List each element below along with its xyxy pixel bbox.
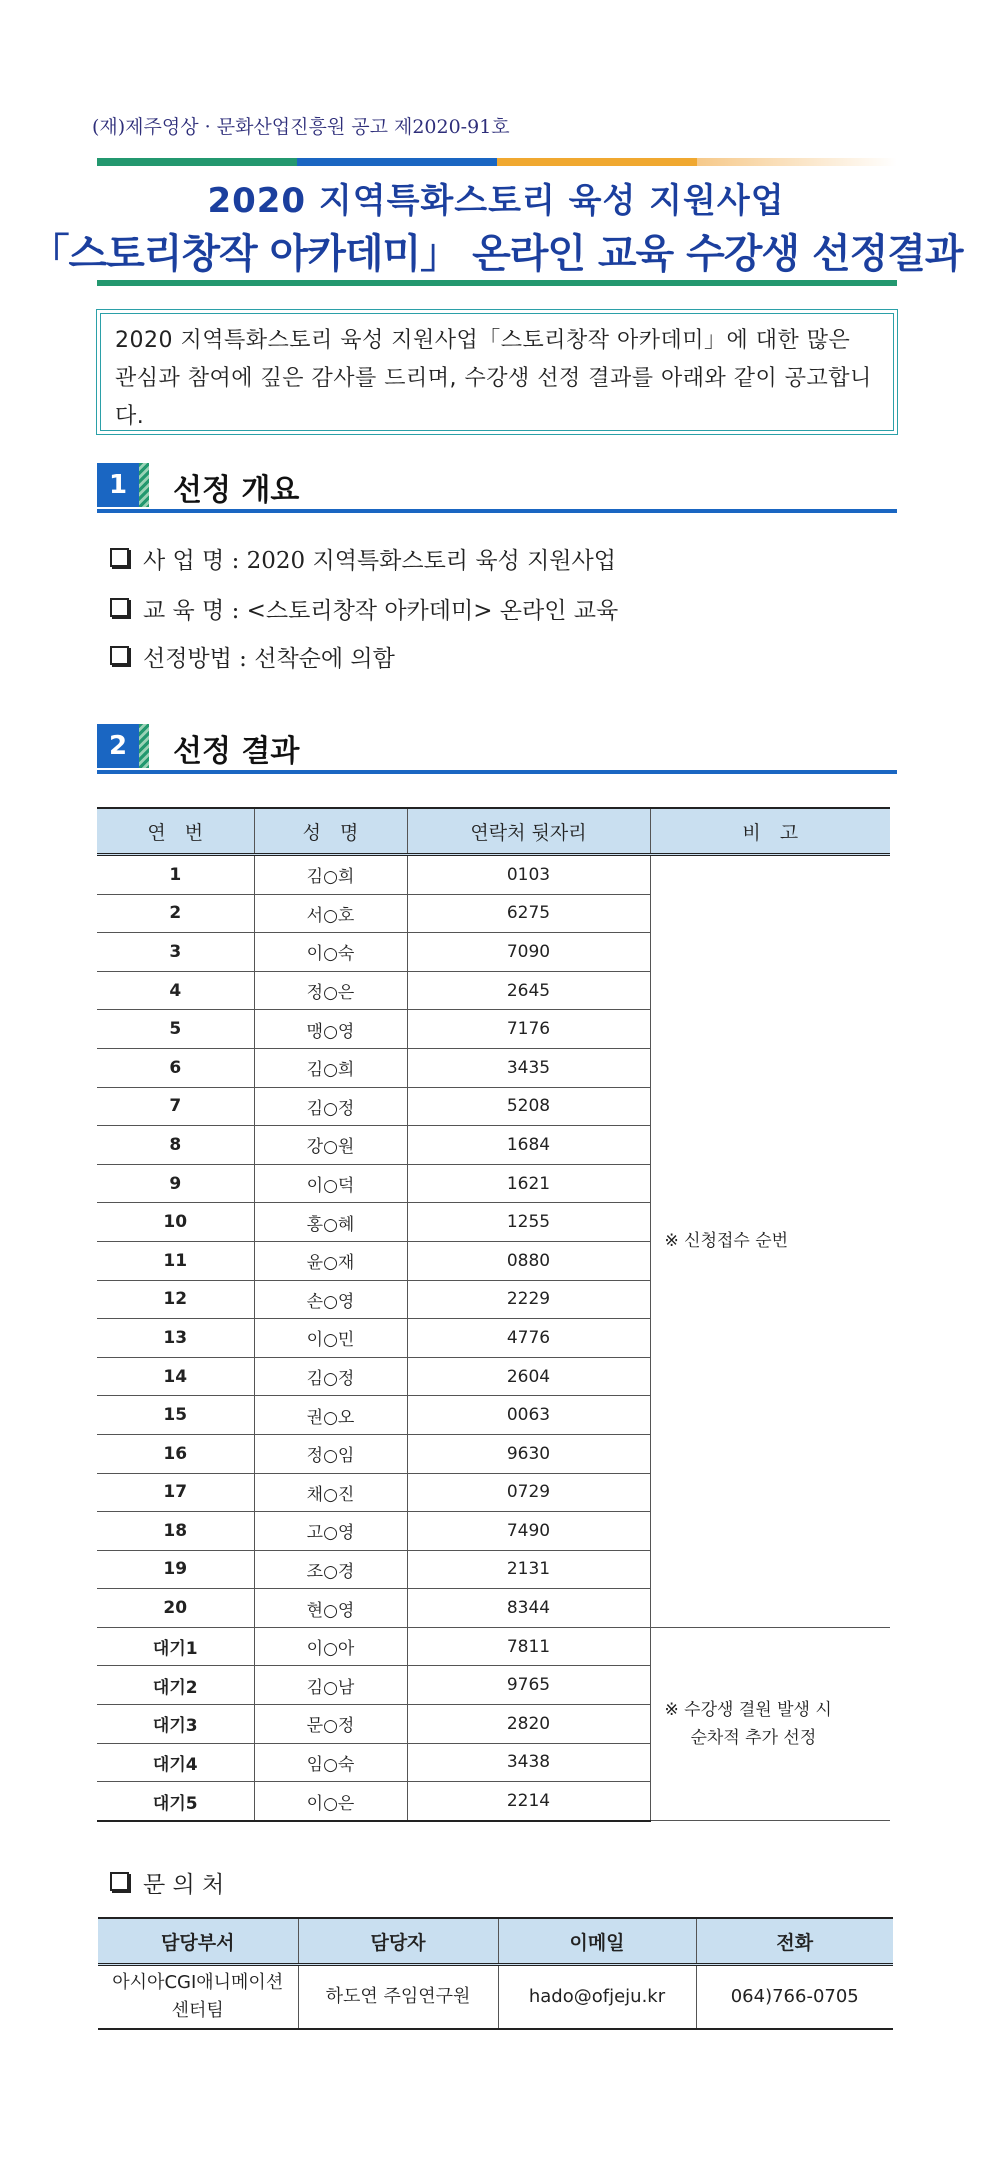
- row-name: 손○영: [254, 1280, 407, 1319]
- row-phone: 8344: [407, 1589, 650, 1628]
- col-header-tel: 전화: [696, 1918, 893, 1965]
- row-name: 이○아: [254, 1627, 407, 1666]
- row-phone: 7090: [407, 933, 650, 972]
- row-number: 대기4: [97, 1743, 254, 1782]
- contact-dept: 아시아CGI애니메이션 센터팀: [98, 1965, 298, 2030]
- result-table: [97, 807, 890, 1822]
- row-number: 17: [97, 1473, 254, 1512]
- checkbox-icon: [110, 1872, 129, 1891]
- row-number: 7: [97, 1087, 254, 1126]
- row-phone: 1621: [407, 1164, 650, 1203]
- col-header-note: 비 고: [650, 808, 890, 855]
- col-header-person: 담당자: [298, 1918, 498, 1965]
- contact-table: [98, 1917, 893, 2030]
- row-name: 윤○재: [254, 1241, 407, 1280]
- col-header-email: 이메일: [498, 1918, 696, 1965]
- section2-number: 2: [97, 724, 139, 768]
- row-phone: 1684: [407, 1126, 650, 1165]
- row-number: 대기2: [97, 1666, 254, 1705]
- row-name: 정○임: [254, 1434, 407, 1473]
- contact-person: 하도연 주임연구원: [298, 1965, 498, 2030]
- notice-number: (재)제주영상 · 문화산업진흥원 공고 제2020-91호: [92, 116, 510, 138]
- row-number: 18: [97, 1512, 254, 1551]
- row-phone: 3435: [407, 1048, 650, 1087]
- col-header-no: 연 번: [97, 808, 254, 855]
- checkbox-icon: [110, 598, 129, 617]
- row-number: 대기5: [97, 1782, 254, 1821]
- table-header: [97, 808, 890, 855]
- row-name: 현○영: [254, 1589, 407, 1628]
- row-phone: 3438: [407, 1743, 650, 1782]
- row-name: 김○희: [254, 855, 407, 895]
- row-phone: 0063: [407, 1396, 650, 1435]
- row-name: 김○희: [254, 1048, 407, 1087]
- stripe-icon: [139, 463, 149, 507]
- row-name: 이○덕: [254, 1164, 407, 1203]
- row-number: 5: [97, 1010, 254, 1049]
- row-phone: 2214: [407, 1782, 650, 1821]
- row-number: 14: [97, 1357, 254, 1396]
- row-name: 이○은: [254, 1782, 407, 1821]
- row-name: 임○숙: [254, 1743, 407, 1782]
- row-name: 권○오: [254, 1396, 407, 1435]
- checkbox-icon: [110, 548, 129, 567]
- row-phone: 2645: [407, 971, 650, 1010]
- row-number: 8: [97, 1126, 254, 1165]
- intro-box: [96, 309, 898, 435]
- row-name: 김○남: [254, 1666, 407, 1705]
- overview-item: 교 육 명 : <스토리창작 아카데미> 온라인 교육: [110, 592, 618, 625]
- row-name: 정○은: [254, 971, 407, 1010]
- table-row: [97, 1627, 890, 1666]
- row-number: 20: [97, 1589, 254, 1628]
- row-phone: 2131: [407, 1550, 650, 1589]
- row-number: 2: [97, 894, 254, 933]
- row-phone: 5208: [407, 1087, 650, 1126]
- table-row: [98, 1965, 893, 2030]
- checkbox-icon: [110, 646, 129, 665]
- note-group2: ※ 수강생 결원 발생 시 순차적 추가 선정: [650, 1627, 890, 1820]
- title-line1: 2020 지역특화스토리 육성 지원사업: [207, 181, 785, 221]
- stripe-icon: [139, 724, 149, 768]
- row-name: 이○민: [254, 1319, 407, 1358]
- intro-text: 2020 지역특화스토리 육성 지원사업「스토리창작 아카데미」에 대한 많은 관심과 참여에 깊은 감사를 드리며, 수강생 선정 결과를 아래와 같이 공고합니다.: [100, 313, 894, 431]
- row-number: 대기1: [97, 1627, 254, 1666]
- section1-number: 1: [97, 463, 139, 507]
- note-group1: ※ 신청접수 순번: [650, 855, 890, 1628]
- row-number: 10: [97, 1203, 254, 1242]
- row-phone: 0880: [407, 1241, 650, 1280]
- row-phone: 9630: [407, 1434, 650, 1473]
- section1-title: 선정 개요: [173, 473, 300, 508]
- row-phone: 9765: [407, 1666, 650, 1705]
- col-header-name: 성 명: [254, 808, 407, 855]
- row-phone: 0103: [407, 855, 650, 895]
- title-line2: 「스토리창작 아카데미」 온라인 교육 수강생 선정결과: [29, 231, 963, 277]
- row-phone: 0729: [407, 1473, 650, 1512]
- row-number: 6: [97, 1048, 254, 1087]
- section2-heading: [97, 724, 897, 774]
- color-bar: [97, 158, 897, 166]
- result-body: [97, 855, 890, 1821]
- contact-email[interactable]: hado@ofjeju.kr: [498, 1965, 696, 2030]
- row-number: 19: [97, 1550, 254, 1589]
- row-number: 12: [97, 1280, 254, 1319]
- row-number: 4: [97, 971, 254, 1010]
- col-header-dept: 담당부서: [98, 1918, 298, 1965]
- row-name: 김○정: [254, 1357, 407, 1396]
- row-name: 강○원: [254, 1126, 407, 1165]
- row-phone: 7176: [407, 1010, 650, 1049]
- table-row: [97, 855, 890, 895]
- row-number: 9: [97, 1164, 254, 1203]
- row-phone: 7490: [407, 1512, 650, 1551]
- row-name: 김○정: [254, 1087, 407, 1126]
- row-name: 조○경: [254, 1550, 407, 1589]
- row-phone: 4776: [407, 1319, 650, 1358]
- section1-heading: [97, 463, 897, 513]
- contact-phone: 064)766-0705: [696, 1965, 893, 2030]
- row-name: 고○영: [254, 1512, 407, 1551]
- col-header-phone: 연락처 뒷자리: [407, 808, 650, 855]
- row-name: 채○진: [254, 1473, 407, 1512]
- row-number: 대기3: [97, 1705, 254, 1744]
- title-underline: [97, 280, 897, 286]
- contact-heading: 문 의 처: [110, 1866, 224, 1899]
- row-number: 13: [97, 1319, 254, 1358]
- row-number: 11: [97, 1241, 254, 1280]
- row-number: 15: [97, 1396, 254, 1435]
- row-phone: 7811: [407, 1627, 650, 1666]
- row-phone: 2229: [407, 1280, 650, 1319]
- row-phone: 6275: [407, 894, 650, 933]
- row-name: 홍○혜: [254, 1203, 407, 1242]
- row-phone: 2820: [407, 1705, 650, 1744]
- overview-item: 선정방법 : 선착순에 의함: [110, 640, 395, 673]
- row-name: 서○호: [254, 894, 407, 933]
- row-number: 3: [97, 933, 254, 972]
- overview-item: 사 업 명 : 2020 지역특화스토리 육성 지원사업: [110, 542, 616, 575]
- row-phone: 1255: [407, 1203, 650, 1242]
- row-phone: 2604: [407, 1357, 650, 1396]
- section2-title: 선정 결과: [173, 734, 300, 769]
- row-name: 문○정: [254, 1705, 407, 1744]
- row-name: 이○숙: [254, 933, 407, 972]
- row-name: 맹○영: [254, 1010, 407, 1049]
- row-number: 16: [97, 1434, 254, 1473]
- table-header: [98, 1918, 893, 1965]
- row-number: 1: [97, 855, 254, 895]
